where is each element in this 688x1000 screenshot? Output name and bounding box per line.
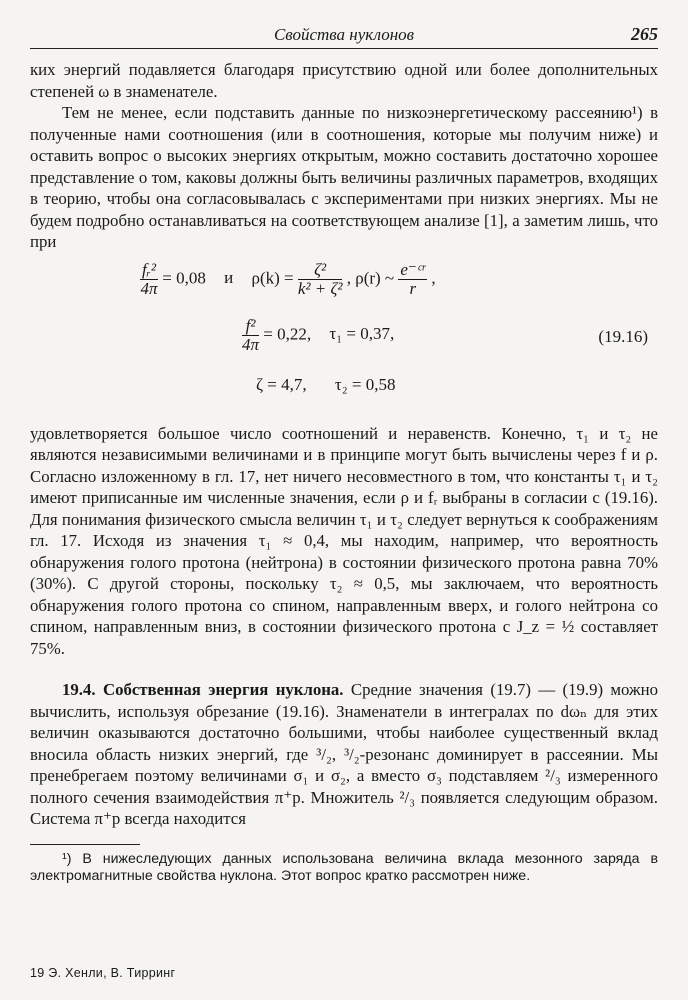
formula-tail: , xyxy=(431,267,436,287)
tau1-value: τ₁ = 0,37, xyxy=(329,323,395,343)
fraction-exp: $\frac{\text{e⁻ᶜʳ}}{r}$ xyxy=(400,259,426,298)
footnote: ¹) В нижеследующих данных использована величина вклада мезонного заряда в электромагнитные свойства нуклона. Этот вопрос кратко рассмотрен ниже. xyxy=(30,850,658,884)
section-19-4 xyxy=(30,679,658,830)
equation-19-16 xyxy=(30,253,658,423)
fraction-zeta: $\frac{\text{ζ²}}{\text{k² + ζ²}}$ xyxy=(297,259,343,298)
tau2-value: τ₂ = 0,58 xyxy=(334,374,396,394)
rho-k: ρ(k) = xyxy=(251,267,294,287)
footnote-rule xyxy=(30,844,140,845)
section-text: Средние значения (19.7) — (19.9) можно вычислить, используя обрезание (19.16). Знаменатели в интегралах по dωₙ для этих величин оказываются достаточно большими, чтобы наиболее существенный вклад вносила область низких энергий, где ³/₂, ³/₂-резонанс доминирует в рассеянии. Мы пренебрегаем поэтому величинами σ₁ и σ₂, а вместо σ₃ подставляем ²/₃ измеренного полного сечения взаимодействия π⁺p. Множитель ²/₃ появляется следующим образом. Система π⁺p всегда находится xyxy=(30,680,658,828)
zeta-value: ζ = 4,7, xyxy=(256,374,307,394)
main-text xyxy=(30,59,658,885)
fraction-fr2-4pi: $\frac{\text{fᵣ²}}{4\pi}$ xyxy=(140,259,158,298)
equation-line-1 xyxy=(140,261,436,298)
running-title: Свойства нуклонов xyxy=(273,25,415,44)
fraction-f2-4pi: $\frac{\text{f²}}{4\pi}$ xyxy=(242,315,260,354)
equation-line-2 xyxy=(242,317,394,354)
page xyxy=(30,24,658,885)
page-number: 265 xyxy=(631,24,658,44)
printer-signature: 19 Э. Хенли, В. Тирринг xyxy=(30,966,176,980)
eq2-value: = 0,22, xyxy=(263,323,312,343)
paragraph-interpretation: удовлетворяется большое число соотношений и неравенств. Конечно, τ₁ и τ₂ не являются независимыми величинами и в принципе могут быть вычислены через f и ρ. Согласно изложенному в гл. 17, нет ничего несовместного в том, что константы τ₁ и τ₂ имеют приписанные им численные значения, если ρ и fᵣ выбраны в согласии с (19.16). Для понимания физического смысла величин τ₁ и τ₂ следует вернуться к соображениям гл. 17. Исходя из значения τ₁ ≈ 0,4, мы находим, например, что вероятность обнаружения голого протона (нейтрона) в состоянии физического протона равна 70% (30%). С другой стороны, поскольку τ₂ ≈ 0,5, мы заключаем, что вероятность обнаружения голого протона со спином, направленным вверх, и голого нейтрона со спином, направленным вниз, в состоянии физического протона с J_z = ½ составляет 75%. xyxy=(30,423,658,658)
paragraph-continuation: ких энергий подавляется благодаря присутствию одной или более дополнительных степеней ω в знаменателе. xyxy=(30,60,658,101)
equation-line-3 xyxy=(256,374,396,396)
running-header xyxy=(30,24,658,49)
section-title: 19.4. Собственная энергия нуклона. xyxy=(62,680,344,699)
rho-r: , ρ(r) ~ xyxy=(346,267,395,287)
paragraph-parameters: Тем не менее, если подставить данные по низкоэнергетическому рассеянию¹) в полученные нами соотношения (или в соотношения, которые мы получим ниже) и оставить вопрос о высоких энергиях открытым, можно составить достаточно хорошее представление о том, каковы должны быть величины различных параметров, входящих в теорию, чтобы она согласовывалась с экспериментами при низких энергиях. Мы не будем подробно останавливаться на соответствующем анализе [1], а заметим лишь, что при xyxy=(30,103,658,251)
equation-number: (19.16) xyxy=(598,326,648,346)
conjunction: и xyxy=(224,267,234,287)
eq1-value: = 0,08 xyxy=(162,267,206,287)
